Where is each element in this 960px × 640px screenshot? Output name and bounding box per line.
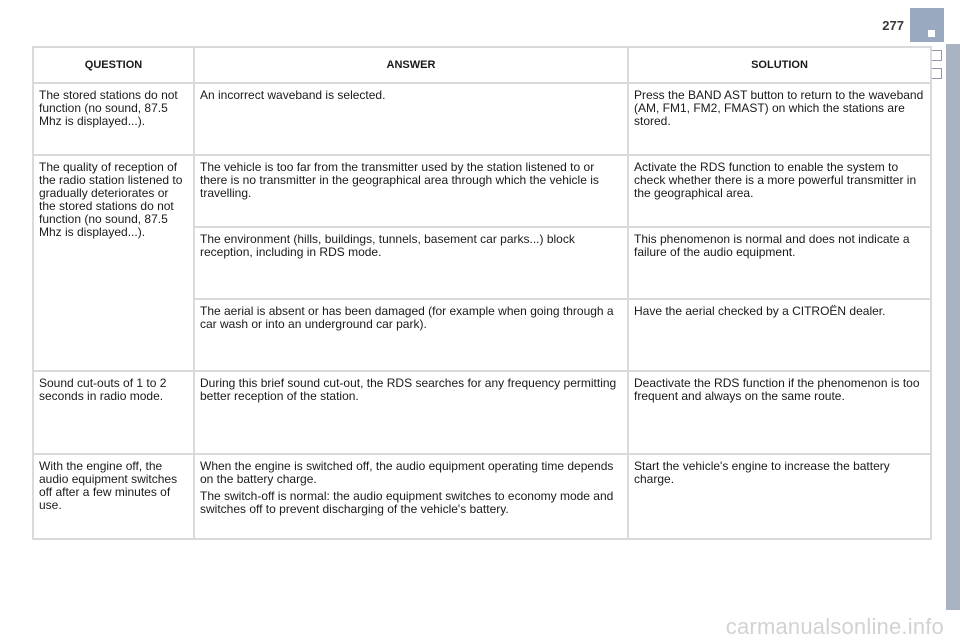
chapter-tab-square — [928, 30, 935, 37]
question-cell: With the engine off, the audio equipment switches off after a few minutes of use. — [33, 454, 194, 539]
side-checkbox-1 — [931, 50, 942, 61]
chapter-tab — [910, 8, 944, 42]
solution-cell: Start the vehicle's engine to increase the battery charge. — [628, 454, 931, 539]
side-checkbox-2 — [931, 68, 942, 79]
question-cell: Sound cut-outs of 1 to 2 seconds in radio mode. — [33, 371, 194, 454]
header-question: QUESTION — [33, 47, 194, 83]
header-solution: SOLUTION — [628, 47, 931, 83]
solution-cell: Press the BAND AST button to return to the waveband (AM, FM1, FM2, FMAST) on which the stations are stored. — [628, 83, 931, 155]
troubleshooting-table — [32, 46, 932, 540]
answer-paragraph: When the engine is switched off, the audio equipment operating time depends on the battery charge. — [200, 459, 614, 486]
table-row — [33, 454, 931, 539]
solution-cell: This phenomenon is normal and does not indicate a failure of the audio equipment. — [628, 227, 931, 299]
answer-cell: The aerial is absent or has been damaged (for example when going through a car wash or into an underground car park). — [194, 299, 628, 371]
answer-paragraph: The switch-off is normal: the audio equipment switches to economy mode and switches off to prevent discharging of the vehicle's battery. — [200, 489, 614, 516]
solution-cell: Deactivate the RDS function if the phenomenon is too frequent and always on the same route. — [628, 371, 931, 454]
answer-cell: An incorrect waveband is selected. — [194, 83, 628, 155]
solution-cell: Have the aerial checked by a CITROËN dealer. — [628, 299, 931, 371]
table-row — [33, 371, 931, 454]
page-number: 277 — [882, 18, 904, 33]
table-header-row — [33, 47, 931, 83]
answer-cell: The vehicle is too far from the transmitter used by the station listened to or there is no transmitter in the geographical area through which the vehicle is travelling. — [194, 155, 628, 227]
solution-cell: Activate the RDS function to enable the system to check whether there is a more powerful transmitter in the geographical area. — [628, 155, 931, 227]
answer-cell — [194, 454, 628, 539]
table-row — [33, 83, 931, 155]
answer-cell: During this brief sound cut-out, the RDS searches for any frequency permitting better reception of the station. — [194, 371, 628, 454]
table-row — [33, 155, 931, 227]
header-answer: ANSWER — [194, 47, 628, 83]
answer-cell: The environment (hills, buildings, tunnels, basement car parks...) block reception, including in RDS mode. — [194, 227, 628, 299]
question-cell: The quality of reception of the radio station listened to gradually deteriorates or the stored stations do not function (no sound, 87.5 Mhz is displayed...). — [33, 155, 194, 371]
question-cell: The stored stations do not function (no sound, 87.5 Mhz is displayed...). — [33, 83, 194, 155]
side-margin-bar — [946, 44, 960, 610]
watermark-text: carmanualsonline.info — [725, 614, 944, 639]
